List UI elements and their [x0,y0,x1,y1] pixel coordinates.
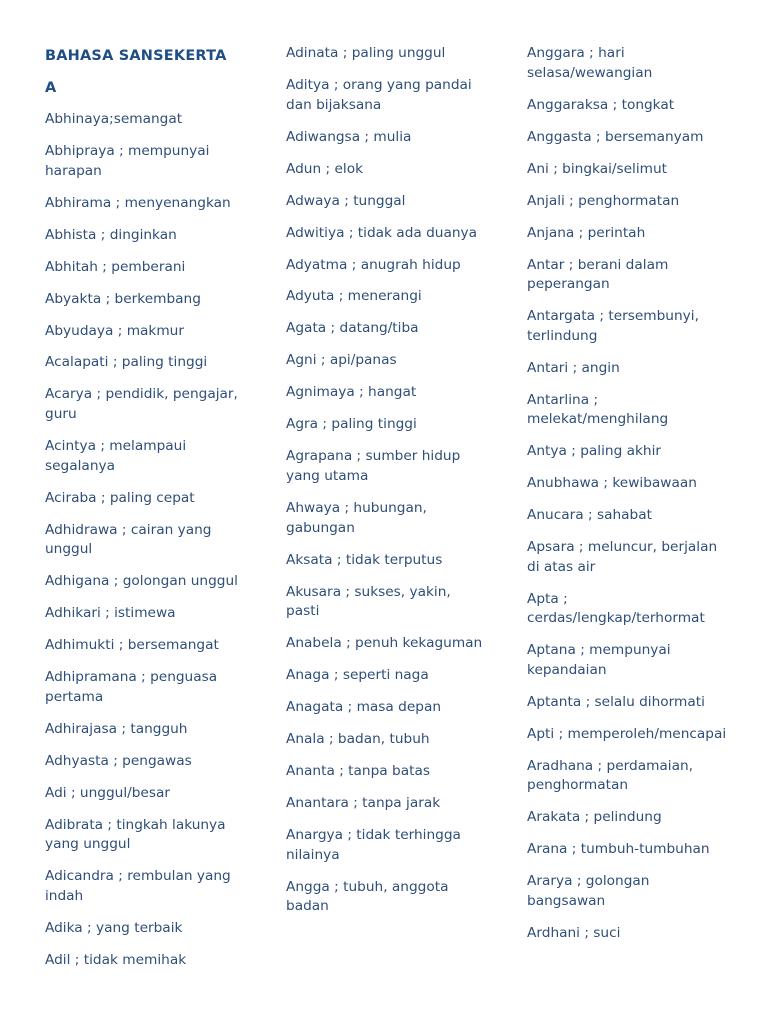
column-1 [45,44,245,983]
dictionary-entry: Adika ; yang terbaik [45,919,183,936]
dictionary-entry: Ananta ; tanpa batas [286,763,430,780]
dictionary-entry: Acintya ; melampaui segalanya [45,438,187,474]
dictionary-entry: Ardhani ; suci [527,925,621,941]
dictionary-entry: Antargata ; tersembunyi, terlindung [527,308,699,344]
dictionary-entry: Antari ; angin [527,359,620,376]
dictionary-entry: Agrapana ; sumber hidup yang utama [286,448,461,484]
section-heading: A [45,80,57,96]
dictionary-entry: Antar ; berani dalam peperangan [527,256,669,293]
dictionary-entry: Ani ; bingkai/selimut [527,160,668,177]
dictionary-entry: Abyudaya ; makmur [45,322,184,339]
dictionary-entry: Aradhana ; perdamaian, penghormatan [527,757,694,794]
dictionary-entry: Anargya ; tidak terhingga nilainya [286,827,461,863]
dictionary-entry: Anantara ; tanpa jarak [286,795,441,812]
entry-list [286,44,486,917]
dictionary-entry: Ahwaya ; hubungan, gabungan [286,499,427,536]
dictionary-entry: Abhista ; dinginkan [45,226,177,243]
dictionary-entry: Aciraba ; paling cepat [45,489,195,506]
dictionary-entry: Adhidrawa ; cairan yang unggul [45,521,212,558]
dictionary-entry: Anjana ; perintah [527,224,646,241]
dictionary-entry: Anubhawa ; kewibawaan [527,475,697,492]
dictionary-entry: Adhipramana ; penguasa pertama [45,669,218,705]
dictionary-entry: Arakata ; pelindung [527,809,662,826]
dictionary-entry: Apti ; memperoleh/mencapai [527,725,727,742]
dictionary-entry: Antarlina ; melekat/menghilang [527,391,669,428]
dictionary-entry: Abyakta ; berkembang [45,290,201,307]
column-2 [286,44,486,929]
dictionary-entry: Anggaraksa ; tongkat [527,96,675,113]
dictionary-entry: Adun ; elok [286,160,363,177]
dictionary-entry: Adhimukti ; bersemangat [45,637,219,654]
dictionary-entry: Adi ; unggul/besar [45,784,170,801]
dictionary-entry: Apta ; cerdas/lengkap/terhormat [527,590,705,627]
dictionary-entry: Anabela ; penuh kekaguman [286,635,483,652]
dictionary-entry: Agni ; api/panas [286,352,397,369]
dictionary-entry: Adyatma ; anugrah hidup [286,256,461,273]
dictionary-entry: Abhirama ; menyenangkan [45,194,231,211]
dictionary-entry: Adwaya ; tunggal [286,192,406,209]
dictionary-entry: Adiwangsa ; mulia [286,128,412,145]
dictionary-entry: Adibrata ; tingkah lakunya yang unggul [45,816,226,853]
entry-list [527,44,727,944]
dictionary-entry: Adyuta ; menerangi [286,288,422,305]
dictionary-entry: Adhigana ; golongan unggul [45,573,238,590]
dictionary-entry: Anaga ; seperti naga [286,667,429,684]
entry-list [45,110,245,970]
dictionary-entry: Anggara ; hari selasa/wewangian [527,45,653,81]
dictionary-entry: Aptana ; mempunyai kepandaian [527,642,671,678]
dictionary-entry: Adicandra ; rembulan yang indah [45,868,231,904]
dictionary-entry: Antya ; paling akhir [527,443,662,460]
dictionary-entry: Aptanta ; selalu dihormati [527,693,705,710]
dictionary-entry: Agra ; paling tinggi [286,416,417,433]
dictionary-entry: Abhitah ; pemberani [45,258,186,275]
dictionary-entry: Angga ; tubuh, anggota badan [286,878,449,915]
dictionary-entry: Acalapati ; paling tinggi [45,354,208,371]
dictionary-entry: Aksata ; tidak terputus [286,551,443,568]
dictionary-entry: Abhinaya;semangat [45,111,183,127]
dictionary-entry: Arana ; tumbuh-tumbuhan [527,841,710,858]
dictionary-entry: Agata ; datang/tiba [286,320,419,337]
dictionary-entry: Anala ; badan, tubuh [286,731,430,748]
dictionary-entry: Anucara ; sahabat [527,507,652,524]
dictionary-entry: Ararya ; golongan bangsawan [527,873,650,910]
dictionary-entry: Abhipraya ; mempunyai harapan [45,142,210,179]
dictionary-entry: Apsara ; meluncur, berjalan di atas air [527,539,718,575]
column-3 [527,44,727,956]
dictionary-entry: Adwitiya ; tidak ada duanya [286,224,478,241]
dictionary-entry: Akusara ; sukses, yakin, pasti [286,583,451,620]
dictionary-entry: Adhikari ; istimewa [45,605,176,622]
dictionary-entry: Anggasta ; bersemanyam [527,128,704,145]
dictionary-entry: Acarya ; pendidik, pengajar, guru [45,386,238,423]
document-title: BAHASA SANSEKERTA [45,48,227,64]
dictionary-entry: Anagata ; masa depan [286,699,442,716]
dictionary-entry: Adhyasta ; pengawas [45,752,192,769]
dictionary-entry: Adinata ; paling unggul [286,45,446,61]
dictionary-entry: Adil ; tidak memihak [45,951,187,968]
dictionary-entry: Anjali ; penghormatan [527,192,680,209]
dictionary-entry: Adhirajasa ; tangguh [45,720,188,737]
dictionary-entry: Agnimaya ; hangat [286,384,417,401]
dictionary-entry: Aditya ; orang yang pandai dan bijaksana [286,76,472,113]
